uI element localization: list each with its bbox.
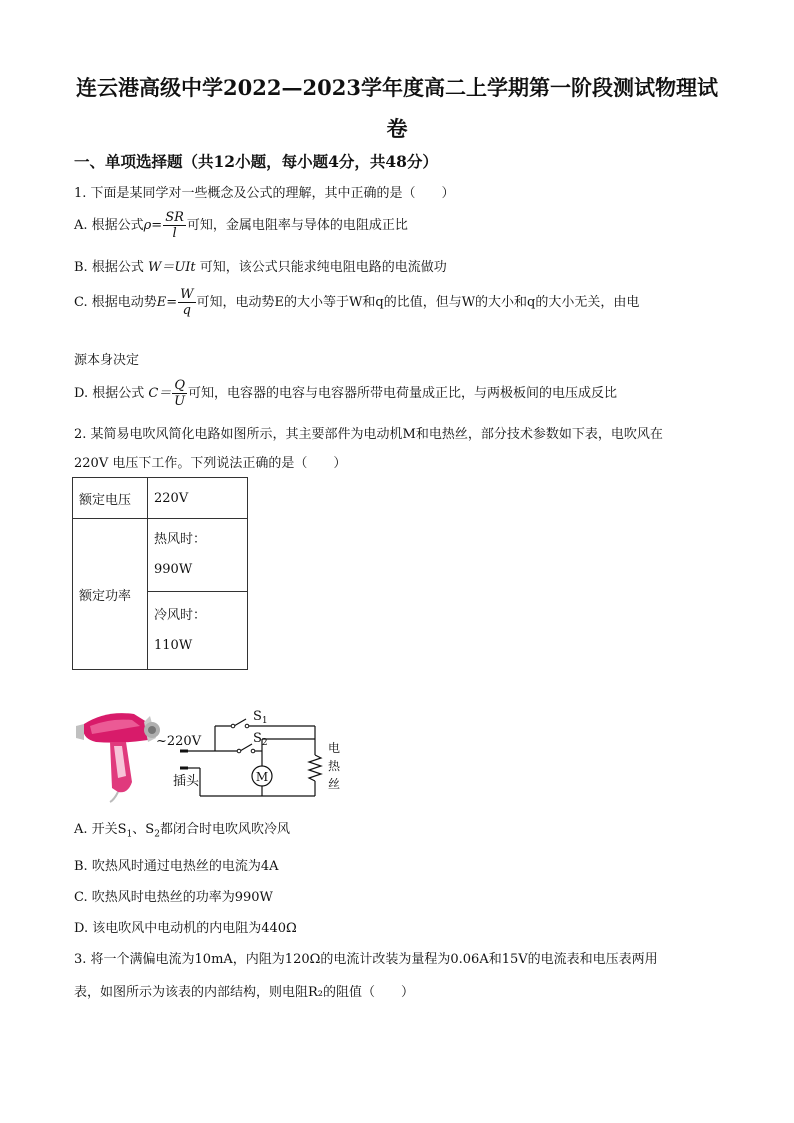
q1-option-d <box>74 378 617 409</box>
hot-air-value: 990W <box>154 562 193 577</box>
heater-label-2: 热 <box>328 759 341 773</box>
q2-a-mid: 、S <box>132 822 155 837</box>
section-heading: 一、单项选择题（共12小题，每小题4分，共48分） <box>74 152 438 171</box>
motor-label: M <box>255 770 269 784</box>
hair-dryer-circuit-figure <box>70 704 350 804</box>
q1-d-numerator: Q <box>174 378 185 393</box>
switch-s1-label: $S_1$ <box>253 709 268 726</box>
q1-c-prefix: C. 根据电动势 <box>74 295 157 310</box>
q1-d-text: 可知，电容器的电容与电容器所带电荷量成正比，与两极板间的电压成反比 <box>188 386 618 401</box>
spec-table <box>72 477 248 670</box>
q2-a-sub2: 2 <box>154 829 160 840</box>
cold-air-label: 冷风时： <box>154 607 207 623</box>
q1-c-text: 可知，电动势E的大小等于W和q的比值，但与W的大小和q的大小无关，由电 <box>196 295 640 310</box>
hair-dryer-illustration <box>76 713 160 802</box>
heater-label-3: 丝 <box>328 777 341 791</box>
hot-air-label: 热风时： <box>154 532 207 547</box>
q1-a-numerator: SR <box>165 210 184 225</box>
q3-stem-line1: 3. 将一个满偏电流为10mA，内阻为120Ω的电流计改装为量程为0.06A和15V的电流表和电压表两用 <box>74 952 658 967</box>
voltage-label: ~220V <box>156 734 202 749</box>
table-row <box>73 478 248 519</box>
switch-s2-label: $S_2$ <box>253 731 268 748</box>
table-row <box>73 519 248 592</box>
q3-stem-line2: 表，如图所示为该表的内部结构，则电阻R₂的阻值（ ） <box>74 985 414 1000</box>
rated-voltage-value: 220V <box>148 478 248 519</box>
q1-d-c: C＝ <box>148 386 172 401</box>
q2-a-prefix: A. 开关S <box>74 822 127 837</box>
q2-a-text: 都闭合时电吹风吹冷风 <box>159 822 290 837</box>
q1-a-denominator: l <box>172 226 177 241</box>
q1-c-e: E= <box>156 295 178 310</box>
q1-c-fraction <box>178 287 195 318</box>
q1-b-prefix: B. 根据公式 <box>74 260 144 275</box>
q1-a-prefix: A. 根据公式 <box>74 218 144 233</box>
q1-b-text: 可知，该公式只能求纯电阻电路的电流做功 <box>199 260 447 275</box>
q2-a-sub1: 1 <box>126 829 133 840</box>
q1-d-prefix: D. 根据公式 <box>74 386 145 401</box>
q2-stem-line1: 2. 某简易电吹风简化电路如图所示，其主要部件为电动机M和电热丝，部分技术参数如下表，电吹风在 <box>74 427 663 442</box>
cold-air-value: 110W <box>154 637 193 653</box>
heater-label-1: 电 <box>328 741 341 755</box>
page-title-line1: 连云港高级中学2022—2023学年度高二上学期第一阶段测试物理试 <box>76 75 718 100</box>
q2-option-c: C. 吹热风时电热丝的功率为990W <box>74 890 273 905</box>
q2-option-b: B. 吹热风时通过电热丝的电流为4A <box>74 859 279 874</box>
q1-option-a <box>74 210 408 241</box>
q1-a-rho: ρ= <box>143 218 163 233</box>
q1-stem: 1. 下面是某同学对一些概念及公式的理解，其中正确的是（ ） <box>74 186 455 201</box>
rated-power-label: 额定功率 <box>73 519 148 670</box>
q1-a-text: 可知，金属电阻率与导体的电阻成正比 <box>186 218 408 233</box>
switch-s1-contact <box>231 724 235 728</box>
q1-b-formula: W＝UIt <box>147 260 196 275</box>
q1-c-numerator: W <box>180 287 194 302</box>
q1-option-c-continued: 源本身决定 <box>74 353 140 368</box>
rated-voltage-label: 额定电压 <box>73 478 148 519</box>
plug-label: 插头 <box>173 774 200 789</box>
q1-d-denominator: U <box>174 394 186 409</box>
q1-option-b <box>74 256 447 275</box>
q1-option-c <box>74 287 639 318</box>
hot-air-cell <box>148 519 248 592</box>
cold-air-cell <box>148 592 248 670</box>
page-title-line2: 卷 <box>386 116 408 141</box>
q1-c-denominator: q <box>182 303 191 318</box>
q1-a-fraction <box>163 210 186 241</box>
q1-d-fraction <box>172 378 187 409</box>
q2-option-a <box>74 818 290 840</box>
switch-s2-contact <box>251 749 255 753</box>
q2-option-d: D. 该电吹风中电动机的内电阻为440Ω <box>74 921 297 936</box>
q2-stem-line2: 220V 电压下工作。下列说法正确的是（ ） <box>74 456 347 471</box>
switch-s1-contact <box>245 724 249 728</box>
switch-s2-contact <box>237 749 241 753</box>
